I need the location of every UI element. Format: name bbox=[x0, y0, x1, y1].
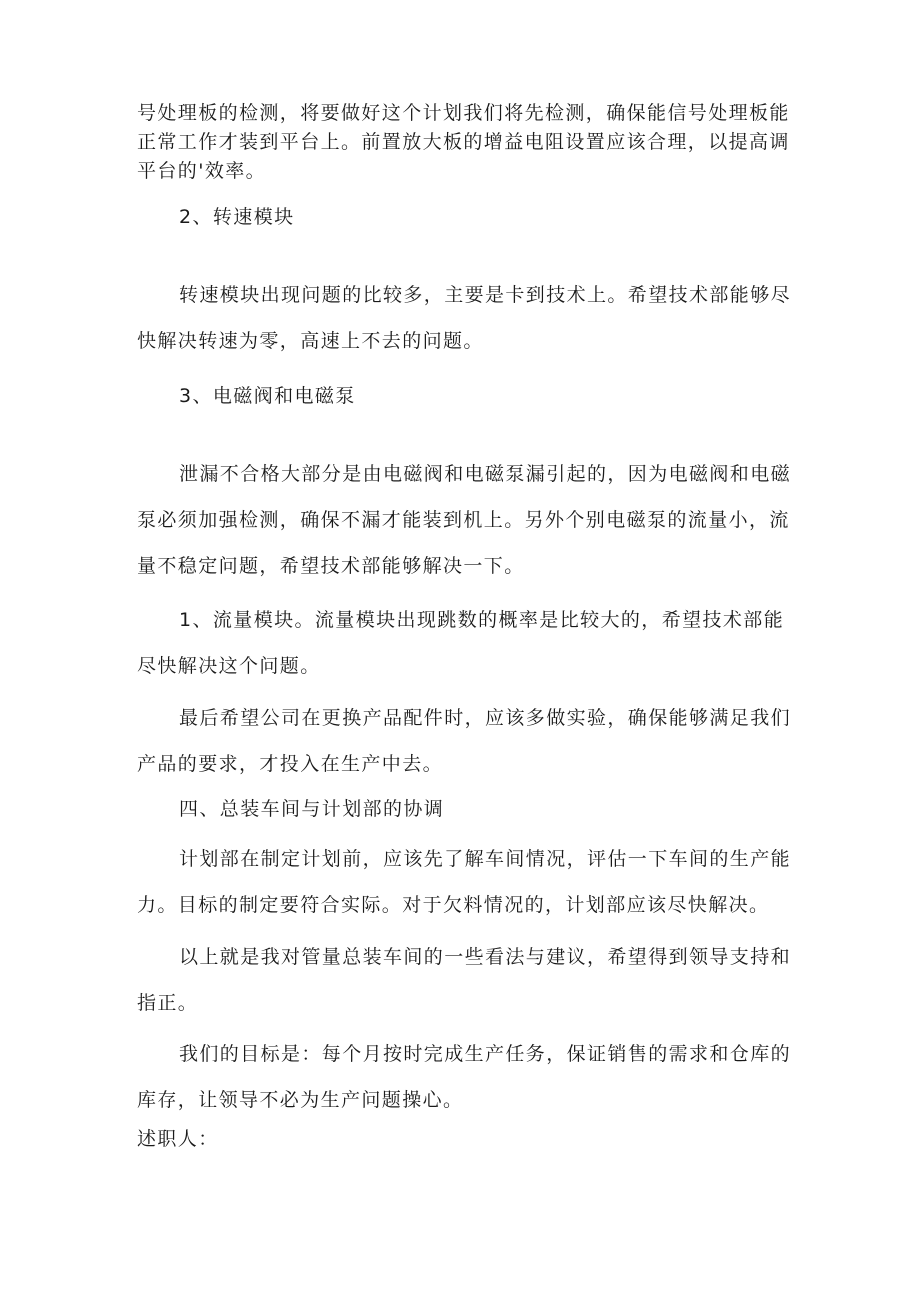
paragraph-goal: 我们的目标是：每个月按时完成生产任务，保证销售的需求和仓库的库存，让领导不必为生产问题操心。 bbox=[137, 1043, 792, 1111]
top-paragraph: 号处理板的检测，将要做好这个计划我们将先检测，确保能信号处理板能正常工作才装到平台上。前置放大板的增益电阻设置应该合理，以提高调平台的'效率。 bbox=[137, 102, 790, 182]
signature-label: 述职人： bbox=[137, 1128, 219, 1150]
heading-rpm-module: 2、转速模块 bbox=[179, 206, 295, 228]
paragraph-valve-pump: 泄漏不合格大部分是由电磁阀和电磁泵漏引起的，因为电磁阀和电磁泵必须加强检测，确保不漏才能装到机上。另外个别电磁泵的流量小，流量不稳定问题，希望技术部能够解决一下。 bbox=[137, 463, 792, 577]
paragraph-summary: 以上就是我对管量总装车间的一些看法与建议，希望得到领导支持和指正。 bbox=[137, 946, 792, 1014]
paragraph-planning: 计划部在制定计划前，应该先了解车间情况，评估一下车间的生产能力。目标的制定要符合实际。对于欠料情况的，计划部应该尽快解决。 bbox=[137, 848, 792, 916]
heading-coordination: 四、总装车间与计划部的协调 bbox=[179, 798, 445, 820]
paragraph-rpm-module: 转速模块出现问题的比较多，主要是卡到技术上。希望技术部能够尽快解决转速为零，高速上不去的问题。 bbox=[137, 284, 792, 352]
heading-valve-pump: 3、电磁阀和电磁泵 bbox=[179, 385, 356, 407]
paragraph-parts-testing: 最后希望公司在更换产品配件时，应该多做实验，确保能够满足我们产品的要求，才投入在生产中去。 bbox=[137, 707, 792, 775]
paragraph-flow-module: 1、流量模块。流量模块出现跳数的概率是比较大的，希望技术部能尽快解决这个问题。 bbox=[137, 609, 785, 677]
